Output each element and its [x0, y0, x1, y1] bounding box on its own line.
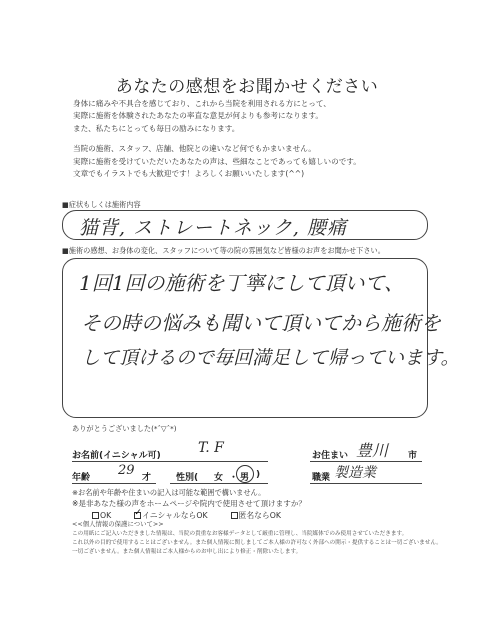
city-suffix: 市 — [408, 451, 418, 461]
impression-line-2: その時の悩みも聞いて頂いてから施術を — [81, 311, 441, 335]
consent-initial-checkbox[interactable] — [134, 512, 141, 519]
consent-initial[interactable] — [134, 511, 207, 520]
consent-ok[interactable] — [92, 511, 111, 520]
impression-line-1: 1回1回の施術を丁寧にして頂いて、 — [79, 271, 405, 295]
gender-female[interactable]: 女 — [214, 473, 224, 483]
intro-line: 身体に痛みや不具合を感じており、これから当院を利用される方にとって、 — [73, 99, 331, 108]
privacy-line-2: これ以外の目的で使用することはございません。また個人情報に関しましてご本人様の許可なく外部への開示・提供することは一切ございません。 — [72, 540, 442, 546]
consent-ok-label: OK — [100, 511, 112, 520]
name-label: お名前(イニシャル可) — [72, 451, 161, 461]
job-underline — [310, 483, 422, 484]
age-label: 年齢 — [72, 473, 91, 483]
consent-anonymous[interactable] — [231, 511, 281, 520]
impression-box[interactable] — [62, 258, 460, 418]
intro-line: 文章でもイラストでも大歓迎です！よろしくお願いいたします(^^) — [73, 169, 305, 179]
intro-line: 実際に施術を受けていただいたあなたの声は、些細なことであっても嬉しいのです。 — [73, 156, 361, 166]
privacy-title: <<個人情報の保護について>> — [72, 520, 164, 528]
impression-label: ■施術の感想、お身体の変化、スタッフについて等の院の雰囲気など皆様のお声をお聞かせ下さい。 — [62, 246, 385, 255]
privacy-line-1: この用紙にご記入いただきました情報は、当院の貴重なお客様データとして厳重に管理し、当院媒体でのみ使用させていただきます。 — [72, 531, 408, 537]
consent-anonymous-checkbox[interactable] — [231, 512, 238, 519]
intro-text — [73, 98, 361, 180]
address-handwriting[interactable]: 豊川 — [356, 441, 389, 460]
intro-line: 実際に施術を体験されたあなたの率直な意見が何よりも参考になります。 — [73, 111, 323, 121]
name-handwriting[interactable]: T. F — [198, 440, 224, 456]
intro-line — [73, 135, 361, 143]
address-label: お住まい — [312, 451, 349, 461]
name-underline — [72, 461, 268, 462]
gender-separator: ・ — [229, 473, 239, 483]
gender-underline — [170, 483, 268, 484]
symptom-handwriting: 猫背, ストレートネック, 腰痛 — [79, 217, 347, 239]
job-handwriting[interactable]: 製造業 — [334, 465, 376, 481]
age-handwriting[interactable]: 29 — [118, 463, 135, 478]
consent-initial-label: イニシャルならOK — [142, 511, 208, 520]
job-label: 職業 — [312, 473, 331, 483]
age-suffix: 才 — [142, 473, 152, 483]
consent-anonymous-label: 匿名ならOK — [238, 511, 281, 520]
intro-line: また、私たちにとっても毎日の励みになります。 — [73, 123, 240, 133]
form-title: あなたの感想をお聞かせください — [115, 77, 379, 97]
thanks-text: ありがとうございました(*ˆ▽ˆ*) — [72, 424, 177, 433]
consent-ok-checkbox[interactable] — [92, 512, 99, 519]
gender-selection-circle — [236, 465, 254, 483]
intro-line: 当院の施術、スタッフ、店舗、他院との違いなど何でもかまいません。 — [73, 144, 316, 154]
privacy-line-3: 一切ございません。また個人情報はご本人様からのお申し出により修正・削除いたします。 — [72, 549, 302, 555]
symptom-box[interactable] — [62, 210, 428, 240]
symptom-label: ■症状もしくは施術内容 — [62, 200, 141, 209]
note-consent: ※是非あなた様の声をホームページや院内で使用させて頂けますか？ — [72, 499, 307, 508]
note-optional: ※お名前や年齢や住まいの記入は可能な範囲で構いません。 — [72, 488, 266, 497]
gender-close: ) — [256, 470, 261, 480]
gender-male[interactable]: 男 — [240, 473, 250, 483]
age-underline — [72, 483, 156, 484]
impression-line-3: して頂けるので毎回満足して帰っています。 — [81, 347, 460, 369]
gender-label: 性別( — [176, 473, 199, 483]
